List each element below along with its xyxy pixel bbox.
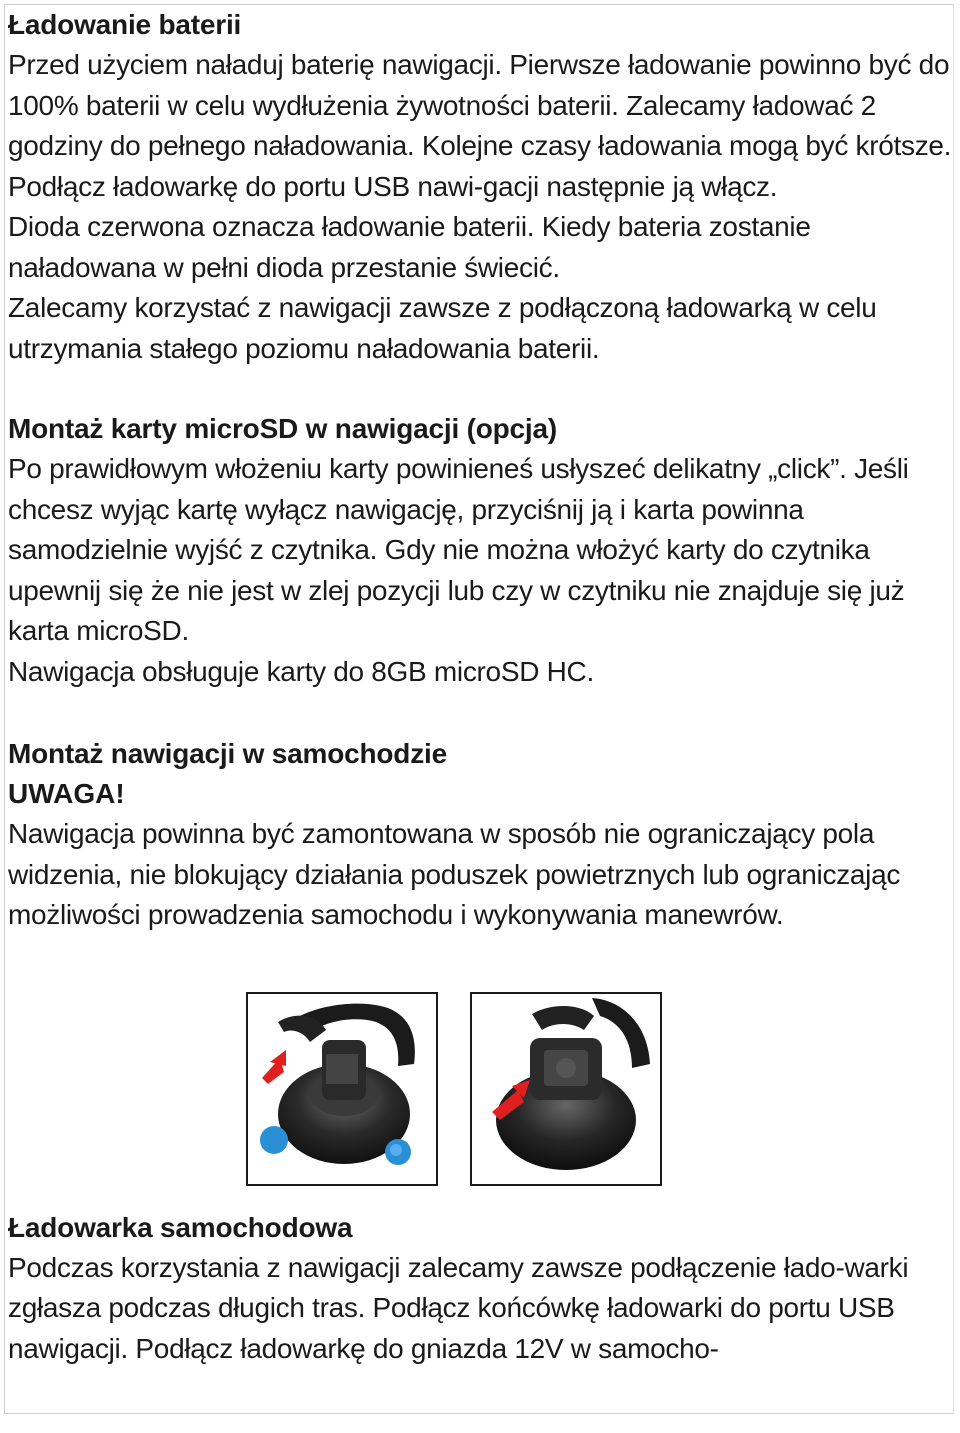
- paragraph-charging-intro: Przed użyciem naładuj baterię nawigacji. Pierwsze ładowanie powinno być do 100% baterii w celu wydłużenia żywotności baterii. Zalecamy ładować 2 godziny do pełnego naładowania. Kolejne czasy ładowania mogą być krótsze. Podłącz ładowarkę do portu USB nawi-gacji następnie ją włącz.: [8, 49, 952, 202]
- suction-mount-unlocked-photo: [246, 992, 438, 1186]
- section-car-mount: [8, 734, 953, 936]
- section-battery-charging: [8, 5, 953, 369]
- paragraph-car-charger: Podczas korzystania z nawigacji zalecamy zawsze podłączenie łado-warki zgłasza podczas długich tras. Podłącz końcówkę ładowarki do portu USB nawigacji. Podłącz ładowarkę do gniazda 12V w samocho-: [8, 1251, 909, 1364]
- section-microsd: [8, 409, 953, 692]
- paragraph-car-mount-warning: Nawigacja powinna być zamontowana w sposób nie ograniczający pola widzenia, nie blokujący działania poduszek powietrznych lub ograniczając możliwości prowadzenia samochodu i wykonywania manewrów.: [8, 818, 901, 930]
- paragraph-microsd-support: Nawigacja obsługuje karty do 8GB microSD HC.: [8, 655, 594, 687]
- suction-mount-unlocked-icon: [248, 994, 436, 1184]
- paragraph-charging-led: Dioda czerwona oznacza ładowanie baterii. Kiedy bateria zostanie naładowana w pełni dioda przestanie świecić.: [8, 211, 811, 283]
- paragraph-microsd-insert: Po prawidłowym włożeniu karty powinieneś usłyszeć delikatny „click”. Jeśli chcesz wyjąc kartę wyłącz nawigację, przyciśnij ją i karta powinna samodzielnie wyjść z czytnika. Gdy nie można włożyć karty do czytnika upewnij się że nie jest w zlej pozycji lub czy w czytniku nie znajduje się już karta microSD.: [8, 453, 909, 646]
- suction-mount-locked-photo: [470, 992, 662, 1186]
- paragraph-charging-recommendation: Zalecamy korzystać z nawigacji zawsze z podłączoną ładowarką w celu utrzymania stałego poziomu naładowania baterii.: [8, 292, 877, 364]
- document-page: [4, 4, 954, 1414]
- section-title-microsd: Montaż karty microSD w nawigacji (opcja): [8, 413, 558, 444]
- section-title-car-mount: Montaż nawigacji w samochodzie: [8, 738, 447, 769]
- suction-mount-locked-icon: [472, 994, 660, 1184]
- warning-label: UWAGA!: [8, 778, 125, 809]
- section-title-car-charger: Ładowarka samochodowa: [8, 1211, 353, 1243]
- section-title-battery-charging: Ładowanie baterii: [8, 9, 242, 40]
- mount-photos: [246, 992, 953, 1188]
- section-car-charger: [8, 1208, 953, 1370]
